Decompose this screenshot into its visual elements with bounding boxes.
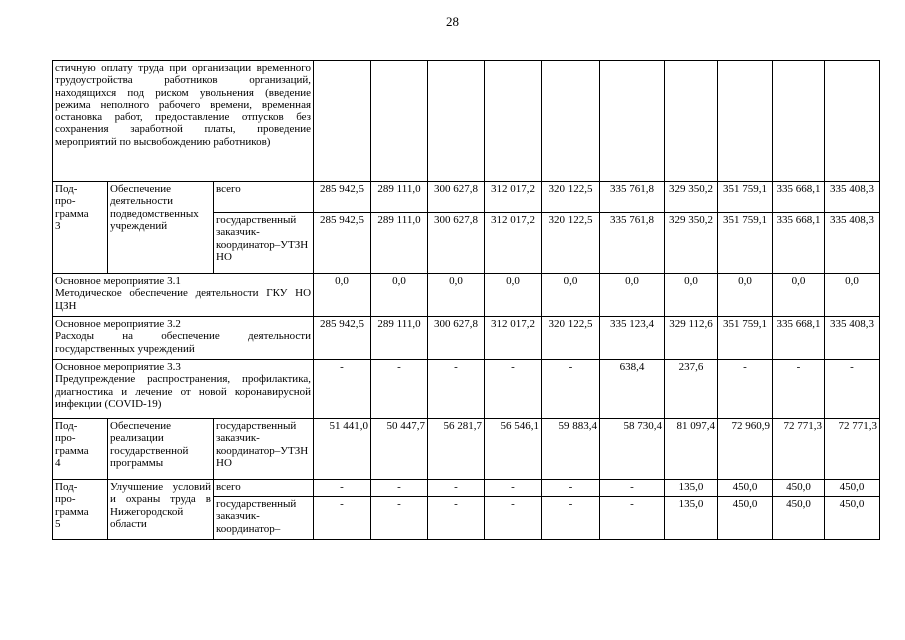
value-cell: - [485,480,542,497]
value-cell: - [825,360,880,419]
table-row [53,274,880,317]
value-cell: 81 097,4 [665,419,718,480]
value-cell: 0,0 [600,274,665,317]
value-cell: 329 112,6 [665,317,718,360]
value-cell: 312 017,2 [485,182,542,213]
value-cell: 285 942,5 [314,317,371,360]
value-cell: - [542,360,600,419]
value-cell: 0,0 [314,274,371,317]
value-cell: - [371,360,428,419]
value-cell: - [600,480,665,497]
value-cell: - [542,480,600,497]
value-cell: 335 761,8 [600,213,665,274]
value-cell: 237,6 [665,360,718,419]
value-cell: 312 017,2 [485,317,542,360]
page-number: 28 [446,14,459,29]
value-cell: 335 408,3 [825,317,880,360]
budget-table [52,60,880,540]
program-name-cell: Обеспечение реализации государственной программы [108,419,214,480]
funding-source-cell: государственный заказчик-координатор–УТЗН НО [214,213,314,274]
value-cell: 289 111,0 [371,213,428,274]
value-cell: 450,0 [825,480,880,497]
value-cell: 285 942,5 [314,213,371,274]
value-cell: 351 759,1 [718,182,773,213]
value-cell: - [428,497,485,540]
value-cell: - [314,497,371,540]
value-cell: 285 942,5 [314,182,371,213]
table-row [53,360,880,419]
table-row [53,317,880,360]
funding-source-cell: государственный заказчик-координатор– [214,497,314,540]
value-cell: 56 546,1 [485,419,542,480]
value-cell: - [773,360,825,419]
value-cell: 450,0 [825,497,880,540]
program-label-cell: Под- про- грамма 3 [53,182,108,274]
program-label-cell: Под- про- грамма 4 [53,419,108,480]
empty-cell [314,61,371,182]
table-row [53,480,880,497]
value-cell: 335 668,1 [773,182,825,213]
value-cell: - [314,480,371,497]
empty-cell [428,61,485,182]
empty-cell [371,61,428,182]
measure-label-cell: Основное мероприятие 3.3 Предупреждение распространения, профилактика, диагностика и лечение от новой коронавирусной инфекции (COVID-19) [53,360,314,419]
value-cell: 638,4 [600,360,665,419]
value-cell: 59 883,4 [542,419,600,480]
value-cell: 72 771,3 [773,419,825,480]
value-cell: 58 730,4 [600,419,665,480]
value-cell: 335 668,1 [773,213,825,274]
value-cell: 72 960,9 [718,419,773,480]
measure-label-cell: Основное мероприятие 3.2 Расходы на обеспечение деятельности государственных учреждений [53,317,314,360]
value-cell: 0,0 [371,274,428,317]
empty-cell [542,61,600,182]
table-row [53,182,880,213]
value-cell: 289 111,0 [371,182,428,213]
value-cell: 450,0 [773,497,825,540]
value-cell: - [371,497,428,540]
empty-cell [600,61,665,182]
value-cell: 300 627,8 [428,317,485,360]
value-cell: 0,0 [542,274,600,317]
value-cell: 335 408,3 [825,182,880,213]
funding-source-cell: государственный заказчик-координатор–УТЗН НО [214,419,314,480]
empty-cell [773,61,825,182]
value-cell: 135,0 [665,497,718,540]
value-cell: 300 627,8 [428,182,485,213]
value-cell: - [600,497,665,540]
empty-cell [718,61,773,182]
value-cell: 329 350,2 [665,182,718,213]
value-cell: 335 761,8 [600,182,665,213]
value-cell: 351 759,1 [718,317,773,360]
value-cell: 72 771,3 [825,419,880,480]
value-cell: - [428,360,485,419]
empty-cell [485,61,542,182]
funding-source-cell: всего [214,480,314,497]
empty-cell [665,61,718,182]
value-cell: 320 122,5 [542,213,600,274]
value-cell: 450,0 [718,480,773,497]
value-cell: - [542,497,600,540]
value-cell: 0,0 [773,274,825,317]
value-cell: 450,0 [773,480,825,497]
value-cell: 0,0 [825,274,880,317]
program-label-cell: Под- про- грамма 5 [53,480,108,540]
value-cell: 0,0 [485,274,542,317]
funding-source-cell: всего [214,182,314,213]
measure-label-cell: Основное мероприятие 3.1 Методическое обеспечение деятельности ГКУ НО ЦЗН [53,274,314,317]
value-cell: 135,0 [665,480,718,497]
value-cell: - [314,360,371,419]
value-cell: - [718,360,773,419]
value-cell: 351 759,1 [718,213,773,274]
value-cell: 0,0 [665,274,718,317]
continuation-text-cell: стичную оплату труда при организации временного трудоустройства работников организаций, находящихся под риском увольнения (введение режима неполного рабочего времени, временная остановка работ, предоставление отпусков без сохранения заработной платы, проведение мероприятий по высвобождению работников) [53,61,314,182]
table-row [53,419,880,480]
table-row [53,61,880,182]
value-cell: 0,0 [428,274,485,317]
value-cell: - [371,480,428,497]
value-cell: - [485,360,542,419]
value-cell: 56 281,7 [428,419,485,480]
program-name-cell: Улучшение условий и охраны труда в Нижегородской области [108,480,214,540]
value-cell: 300 627,8 [428,213,485,274]
value-cell: 320 122,5 [542,182,600,213]
value-cell: 51 441,0 [314,419,371,480]
value-cell: 450,0 [718,497,773,540]
value-cell: - [428,480,485,497]
value-cell: 312 017,2 [485,213,542,274]
program-name-cell: Обеспечение деятельности подведомственных учреждений [108,182,214,274]
value-cell: 320 122,5 [542,317,600,360]
value-cell: 335 668,1 [773,317,825,360]
value-cell: 50 447,7 [371,419,428,480]
value-cell: 0,0 [718,274,773,317]
value-cell: 335 123,4 [600,317,665,360]
value-cell: 335 408,3 [825,213,880,274]
value-cell: 329 350,2 [665,213,718,274]
value-cell: - [485,497,542,540]
value-cell: 289 111,0 [371,317,428,360]
empty-cell [825,61,880,182]
